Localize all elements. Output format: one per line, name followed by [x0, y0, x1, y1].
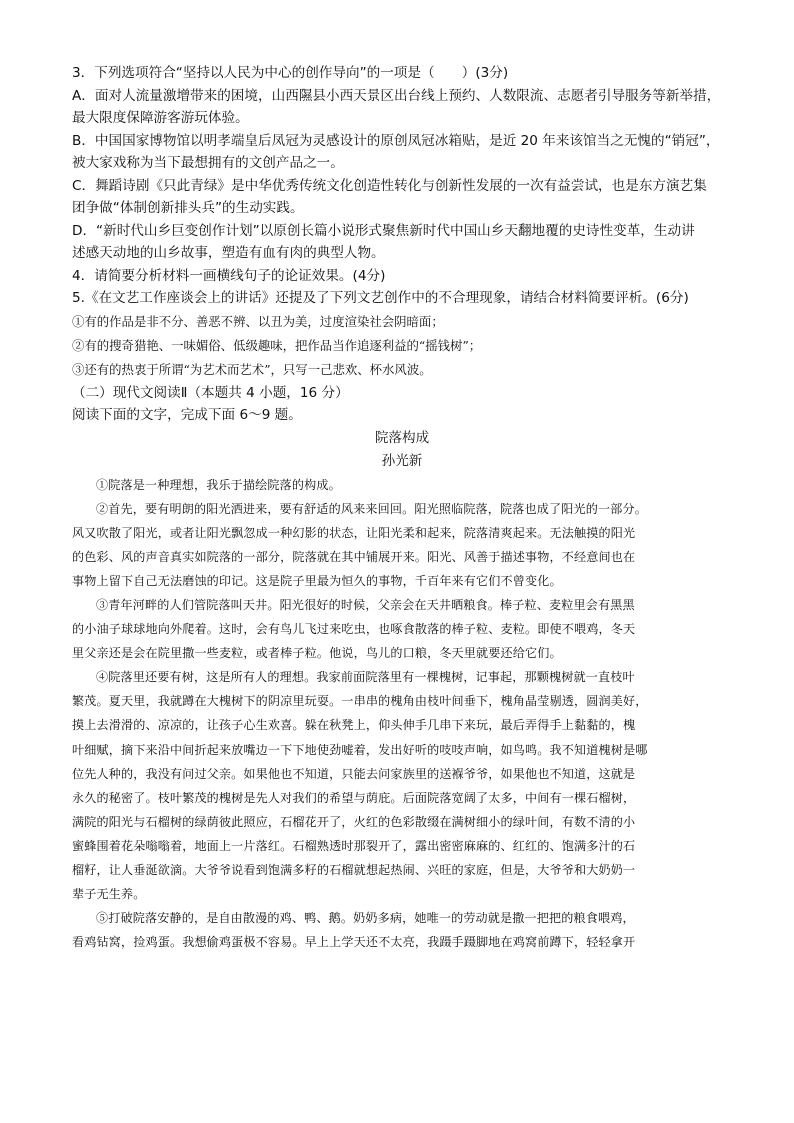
article-line: 里父亲还是会在院里撒一些麦粒，或者棒子粒。他说，鸟儿的口粮，冬天里就要还给它们。 — [72, 646, 562, 661]
question-5-item-1: ①有的作品是非不分、善恶不辨、以丑为美，过度渲染社会阴暗面； — [72, 313, 444, 329]
question-5-stem: 5.《在文艺工作座谈会上的讲话》还提及了下列文艺创作中的不合理现象，请结合材料简要评析。(6分) — [72, 290, 689, 306]
article-line: 的色彩、风的声音真实如院落的一部分，院落就在其中铺展开来。阳光、风善于描述事物，不经意间也在 — [72, 549, 636, 564]
article-line: 榴籽，让人垂涎欲滴。大爷爷说看到饱满多籽的石榴就想起热闹、兴旺的家庭，但是，大爷爷和大奶奶一 — [72, 863, 636, 877]
question-3-stem: 3．下列选项符合“坚持以人民为中心的创作导向”的一项是（ ）(3分) — [72, 65, 509, 81]
article-line: 永久的秘密了。枝叶繁茂的槐树是先人对我们的希望与荫庇。后面院落宽阔了太多，中间有一棵石榴树， — [72, 790, 636, 805]
article-author: 孙光新 — [381, 452, 423, 469]
article-line: ②首先，要有明朗的阳光洒进来，要有舒适的风来来回回。阳光照临院落，院落也成了阳光的一部分。 — [96, 501, 647, 516]
question-5-item-3: ③还有的热衷于所谓“为艺术而艺术”，只写一己悲欢、杯水风波。 — [72, 361, 432, 377]
article-line: 事物上留下自己无法磨蚀的印记。这是院子里最为恒久的事物，千百年来有它们不曾变化。 — [72, 573, 562, 588]
question-3-option-a-cont: 最大限度保障游客游玩体验。 — [72, 110, 249, 126]
article-line: ④院落里还要有树，这是所有人的理想。我家前面院落里有一棵槐树，记事起，那颗槐树就一直枝叶 — [96, 670, 635, 685]
article-line: 的小油子球球地向外爬着。这时，会有鸟儿飞过来吃虫，也啄食散落的棒子粒、麦粒。即使不喂鸡，冬天 — [72, 622, 636, 637]
article-line: 辈子无生养。 — [72, 887, 146, 902]
question-5-item-2: ②有的搜奇猎艳、一味媚俗、低级趣味，把作品当作追逐利益的“摇钱树”； — [72, 337, 482, 353]
question-3-option-a: A．面对人流量激增带来的困境，山西隰县小西天景区出台线上预约、人数限流、志愿者引导服务等新举措， — [72, 87, 721, 104]
reading-instruction: 阅读下面的文字，完成下面 6～9 题。 — [72, 407, 302, 423]
question-3-option-d-cont: 述感天动地的山乡故事，塑造有血有肉的典型人物。 — [72, 245, 385, 261]
question-3-option-b-cont: 被大家戏称为当下最想拥有的文创产品之一。 — [72, 155, 344, 171]
question-3-option-b: B．中国国家博物馆以明孝端皇后凤冠为灵感设计的原创凤冠冰箱贴，是近 20 年来该馆当之无愧的“销冠”， — [72, 132, 720, 149]
question-3-option-d: D．“新时代山乡巨变创作计划”以原创长篇小说形式聚焦新时代中国山乡天翻地覆的史诗性变革，生动讲 — [72, 222, 695, 239]
article-line: 位先人种的，我没有问过父亲。如果他也不知道，只能去问家族里的送褓爷爷，如果他也不知道，这就是 — [72, 766, 636, 781]
article-title: 院落构成 — [374, 429, 430, 446]
article-line: ⑤打破院落安静的，是自由散漫的鸡、鸭、鹅。奶奶多病，她唯一的劳动就是撒一把把的粮食喂鸡， — [96, 911, 635, 926]
exam-page — [72, 62, 732, 954]
question-3-option-c: C．舞蹈诗剧《只此青绿》是中华优秀传统文化创造性转化与创新性发展的一次有益尝试，也是东方演艺集 — [72, 177, 707, 194]
section-heading: （二）现代文阅读Ⅱ（本题共 4 小题，16 分） — [72, 384, 349, 401]
question-4: 4．请简要分析材料一画横线句子的论证效果。(4分) — [72, 267, 386, 284]
article-line: 繁茂。夏天里，我就蹲在大槐树下的阴凉里玩耍。一串串的槐角由枝叶间垂下，槐角晶莹剔透，圆润美好， — [72, 694, 648, 709]
article-line: 叶细赋，摘下来沿中间折起来放嘴边一下下地使劲嘘着，发出好听的吱吱声响，如鸟鸣。我不知道槐树是哪 — [72, 742, 648, 757]
question-3-option-c-cont: 团争做“体制创新排头兵”的生动实践。 — [72, 200, 304, 216]
article-line: 满院的阳光与石榴树的绿荫彼此照应，石榴花开了，火红的色彩散缀在满树细小的绿叶间，有数不清的小 — [72, 814, 636, 829]
article-line: ③青年河畔的人们管院落叫天井。阳光很好的时候，父亲会在天井晒粮食。棒子粒、麦粒里会有黑黑 — [96, 597, 635, 612]
article-line: 蜜蜂围着花朵嗡嗡着，地面上一片落红。石榴熟透时那裂开了，露出密密麻麻的、红红的、饱满多汁的石 — [72, 838, 636, 853]
article-line: 风又吹散了阳光，或者让阳光飘忽成一种幻影的状态，让阳光柔和起来，院落清爽起来。无法触摸的阳光 — [72, 525, 636, 540]
article-line: ①院落是一种理想，我乐于描绘院落的构成。 — [96, 477, 341, 492]
article-line: 看鸡钻窝，捡鸡蛋。我想偷鸡蛋极不容易。早上上学天还不太亮，我蹑手蹑脚地在鸡窝前蹲下，轻轻拿开 — [72, 935, 636, 950]
article-line: 摸上去滑滑的、凉凉的，让孩子心生欢喜。躲在秋凳上，仰头伸手几串下来玩，最后弄得手上黏黏的，槐 — [72, 718, 636, 733]
